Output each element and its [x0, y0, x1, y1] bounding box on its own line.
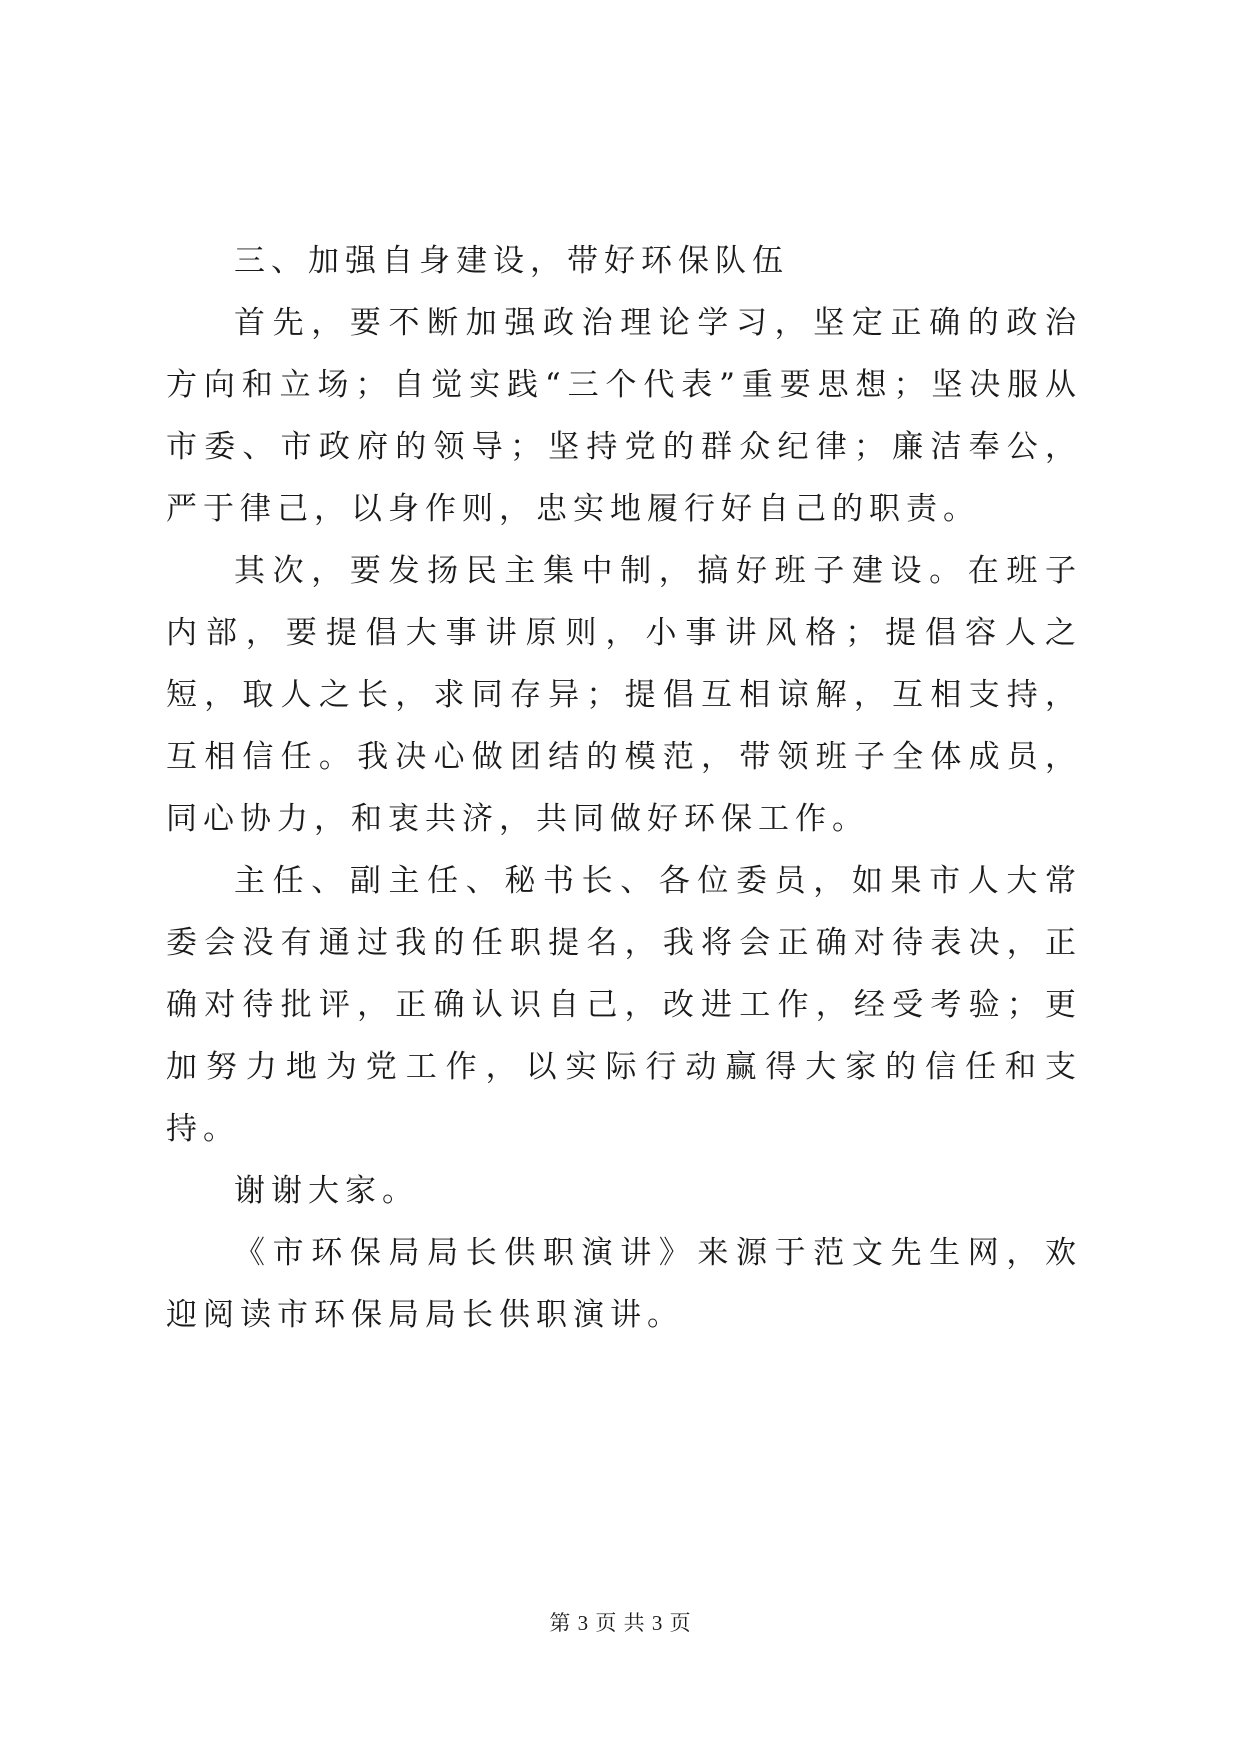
- document-body: [166, 230, 1082, 1346]
- paragraph-closing-statement: 主任、副主任、秘书长、各位委员，如果市人大常委会没有通过我的任职提名，我将会正确对待表决，正确对待批评，正确认识自己，改进工作，经受考验；更加努力地为党工作，以实际行动赢得大家的信任和支持。: [166, 863, 1082, 1147]
- page-number-footer: 第 3 页 共 3 页: [549, 1611, 692, 1635]
- paragraph-thanks: 谢谢大家。: [234, 1173, 419, 1209]
- paragraph-first: 首先，要不断加强政治理论学习，坚定正确的政治方向和立场；自觉实践“三个代表”重要思想；坚决服从市委、市政府的领导；坚持党的群众纪律；廉洁奉公，严于律己，以身作则，忠实地履行好自己的职责。: [166, 305, 1082, 527]
- section-heading: 三、加强自身建设，带好环保队伍: [234, 243, 789, 279]
- paragraph-source-note: 《市环保局局长供职演讲》来源于范文先生网，欢迎阅读市环保局局长供职演讲。: [166, 1235, 1082, 1333]
- paragraph-second: 其次，要发扬民主集中制，搞好班子建设。在班子内部，要提倡大事讲原则，小事讲风格；提倡容人之短，取人之长，求同存异；提倡互相谅解，互相支持，互相信任。我决心做团结的模范，带领班子全体成员，同心协力，和衷共济，共同做好环保工作。: [166, 553, 1082, 837]
